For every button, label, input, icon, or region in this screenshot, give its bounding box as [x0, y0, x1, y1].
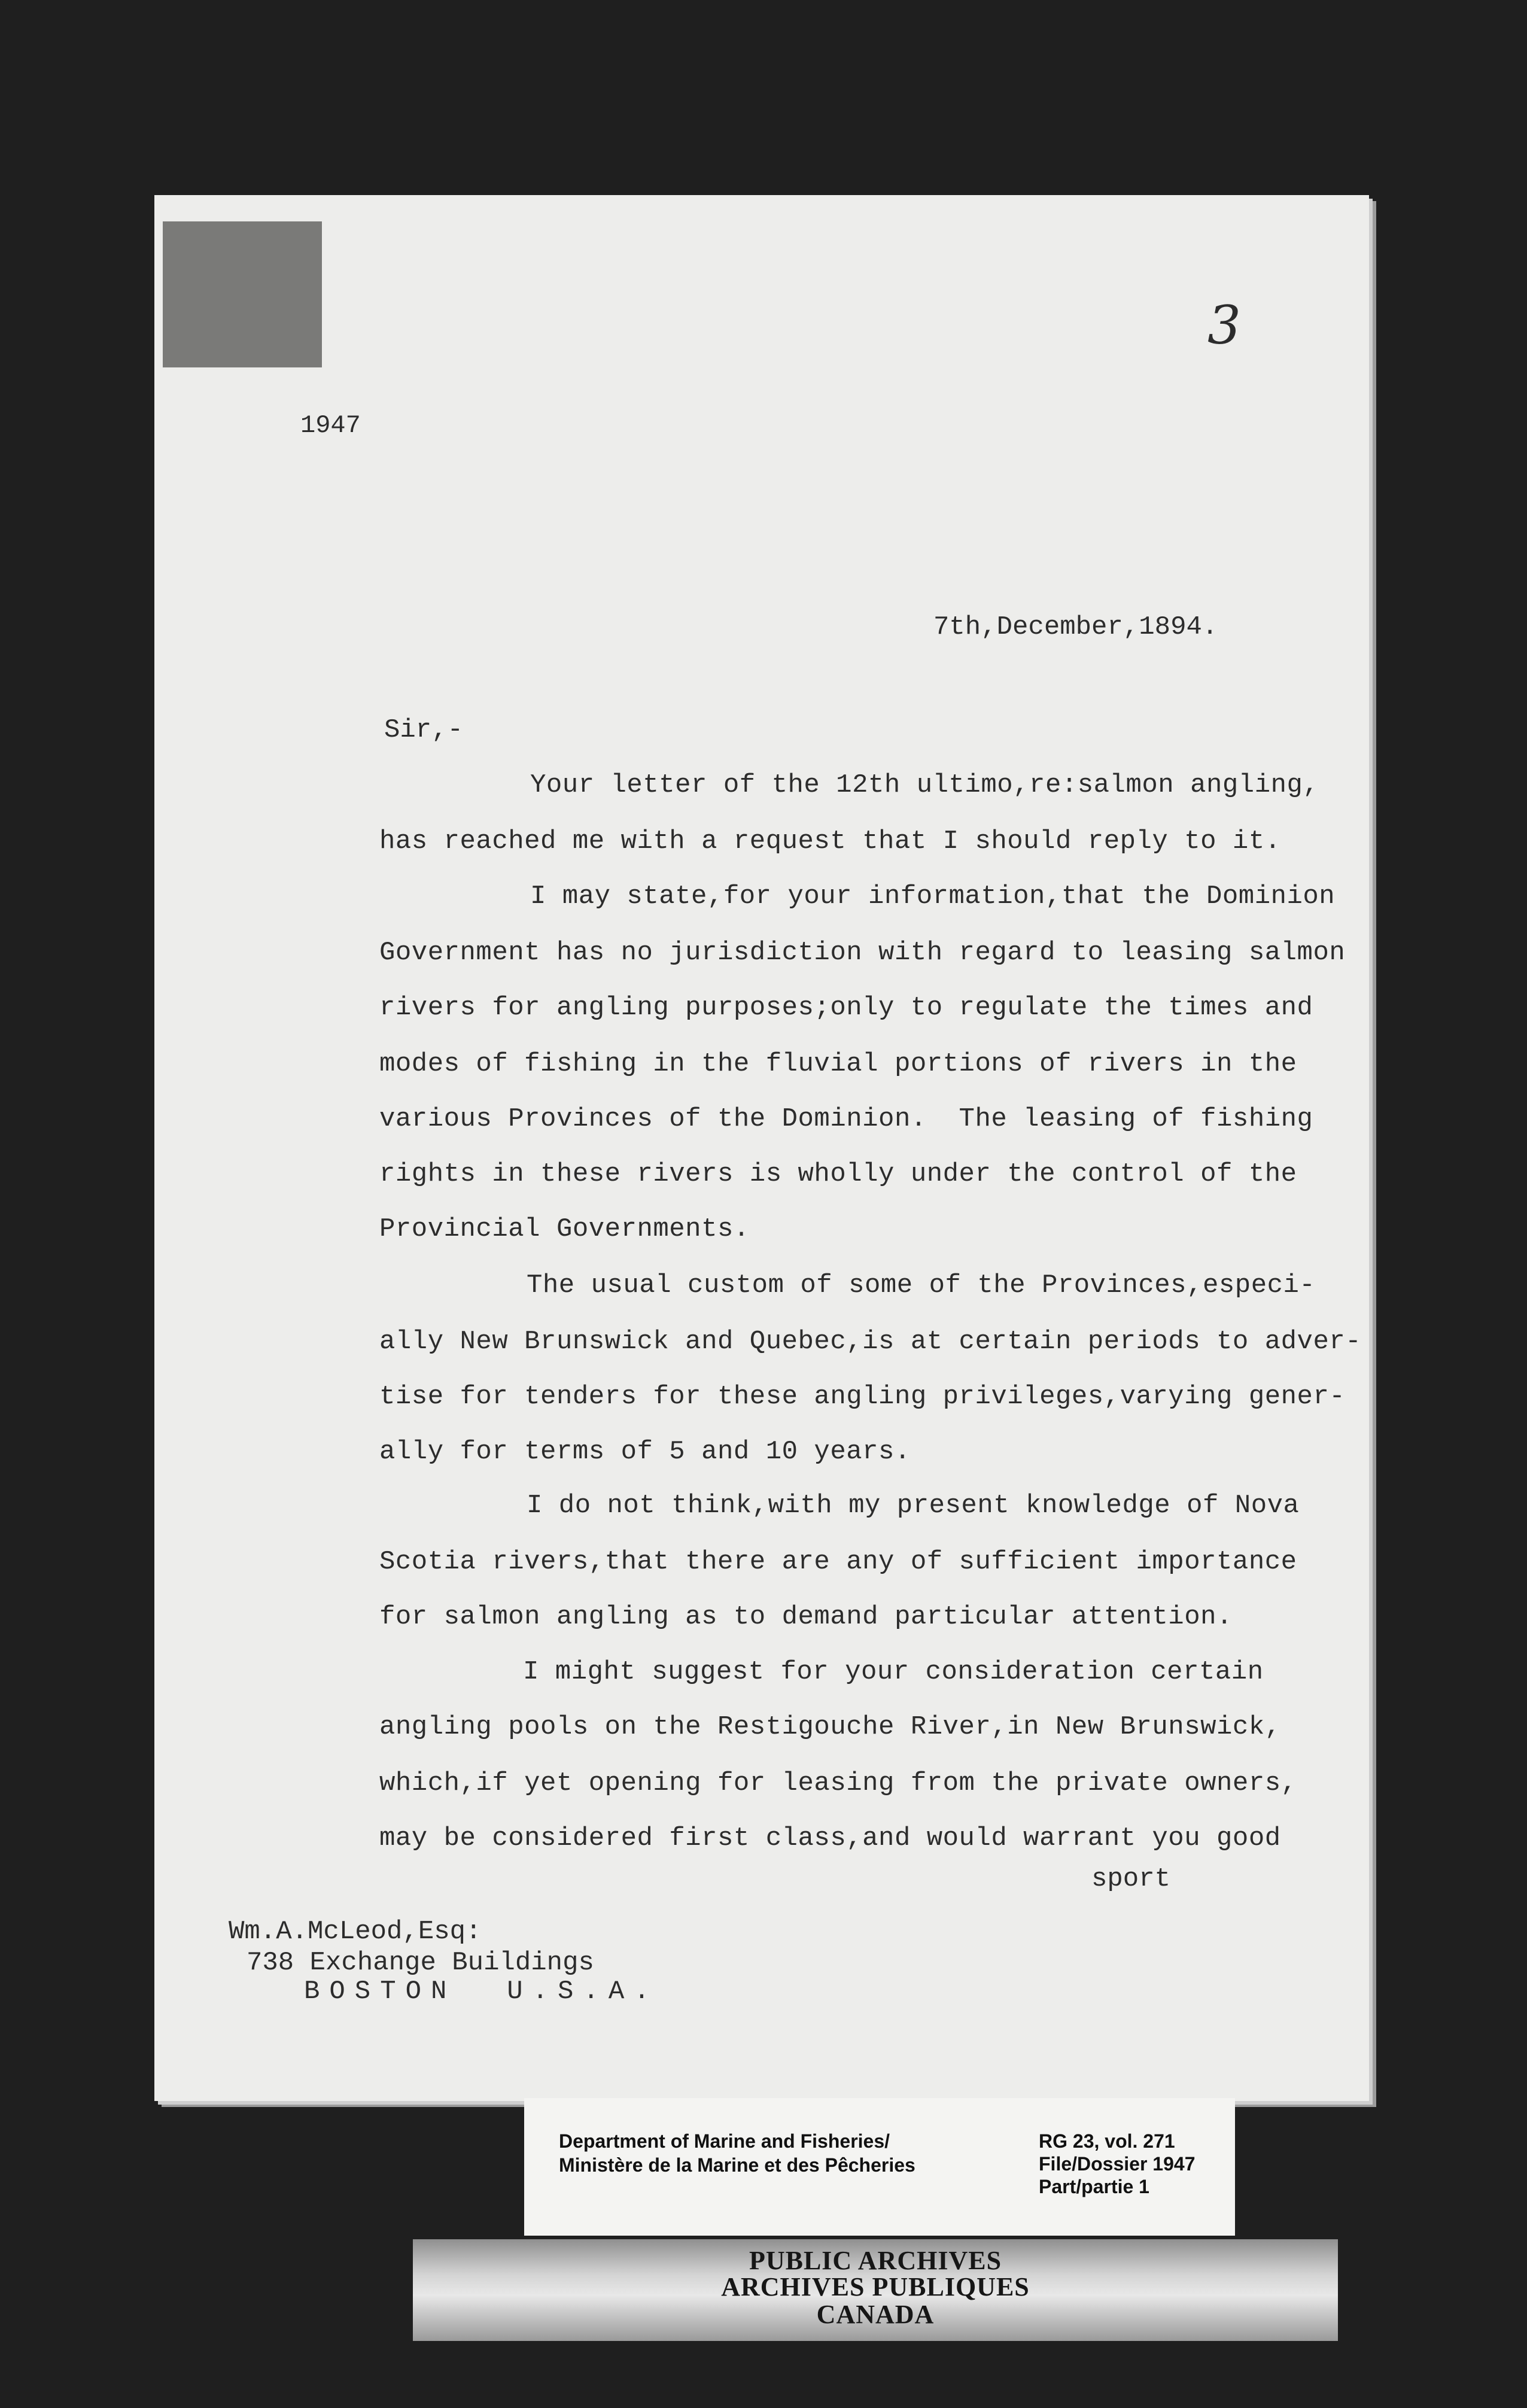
- reference-part: Part/partie 1: [1039, 2176, 1149, 2197]
- letter-date: 7th,December,1894.: [933, 612, 1218, 642]
- department-en: Department of Marine and Fisheries/: [559, 2130, 890, 2152]
- body-line: I might suggest for your consideration certain: [523, 1657, 1264, 1687]
- recipient-city: BOSTON U.S.A.: [304, 1977, 659, 2006]
- body-line: ally New Brunswick and Quebec,is at certain periods to adver-: [379, 1327, 1362, 1357]
- body-line: which,if yet opening for leasing from the private owners,: [379, 1768, 1297, 1798]
- body-line: has reached me with a request that I should reply to it.: [379, 826, 1281, 856]
- body-line: Scotia rivers,that there are any of sufficient importance: [379, 1547, 1297, 1577]
- body-line: rivers for angling purposes;only to regulate the times and: [379, 993, 1313, 1023]
- body-line: rights in these rivers is wholly under the control of the: [379, 1159, 1297, 1189]
- body-line: I may state,for your information,that the Dominion: [530, 881, 1336, 911]
- archive-name-fr: ARCHIVES PUBLIQUES: [721, 2272, 1030, 2301]
- letter-page: [154, 195, 1369, 2101]
- recipient-name: Wm.A.McLeod,Esq:: [229, 1917, 482, 1947]
- department-fr: Ministère de la Marine et des Pêcheries: [559, 2154, 915, 2176]
- salutation: Sir,-: [384, 715, 464, 745]
- archive-label: [524, 2098, 1235, 2236]
- recipient-street: 738 Exchange Buildings: [247, 1948, 594, 1978]
- archive-name-en: PUBLIC ARCHIVES: [749, 2246, 1002, 2275]
- body-line: various Provinces of the Dominion. The leasing of fishing: [379, 1104, 1313, 1134]
- body-line: angling pools on the Restigouche River,in New Brunswick,: [379, 1712, 1281, 1742]
- body-line: I do not think,with my present knowledge of Nova: [527, 1491, 1300, 1521]
- archive-country: CANADA: [816, 2300, 935, 2329]
- reference-file: File/Dossier 1947: [1039, 2153, 1196, 2175]
- body-line: The usual custom of some of the Provinces,especi-: [527, 1270, 1316, 1300]
- reference-number: 1947: [300, 411, 361, 440]
- body-line: modes of fishing in the fluvial portions of rivers in the: [379, 1049, 1297, 1079]
- body-line: Your letter of the 12th ultimo,re:salmon angling,: [530, 770, 1319, 800]
- sign-off: sport: [1091, 1864, 1171, 1894]
- stamp-patch: [163, 221, 322, 367]
- corner-mark: 3: [1207, 294, 1241, 356]
- body-line: may be considered first class,and would warrant you good: [379, 1823, 1281, 1853]
- body-line: tise for tenders for these angling privileges,varying gener-: [379, 1382, 1346, 1412]
- body-line: Provincial Governments.: [379, 1214, 750, 1244]
- archive-stamp-band: [413, 2239, 1338, 2341]
- reference-rg: RG 23, vol. 271: [1039, 2130, 1175, 2152]
- body-line: ally for terms of 5 and 10 years.: [379, 1437, 911, 1467]
- body-line: for salmon angling as to demand particular attention.: [379, 1602, 1233, 1632]
- body-line: Government has no jurisdiction with regard to leasing salmon: [379, 938, 1346, 968]
